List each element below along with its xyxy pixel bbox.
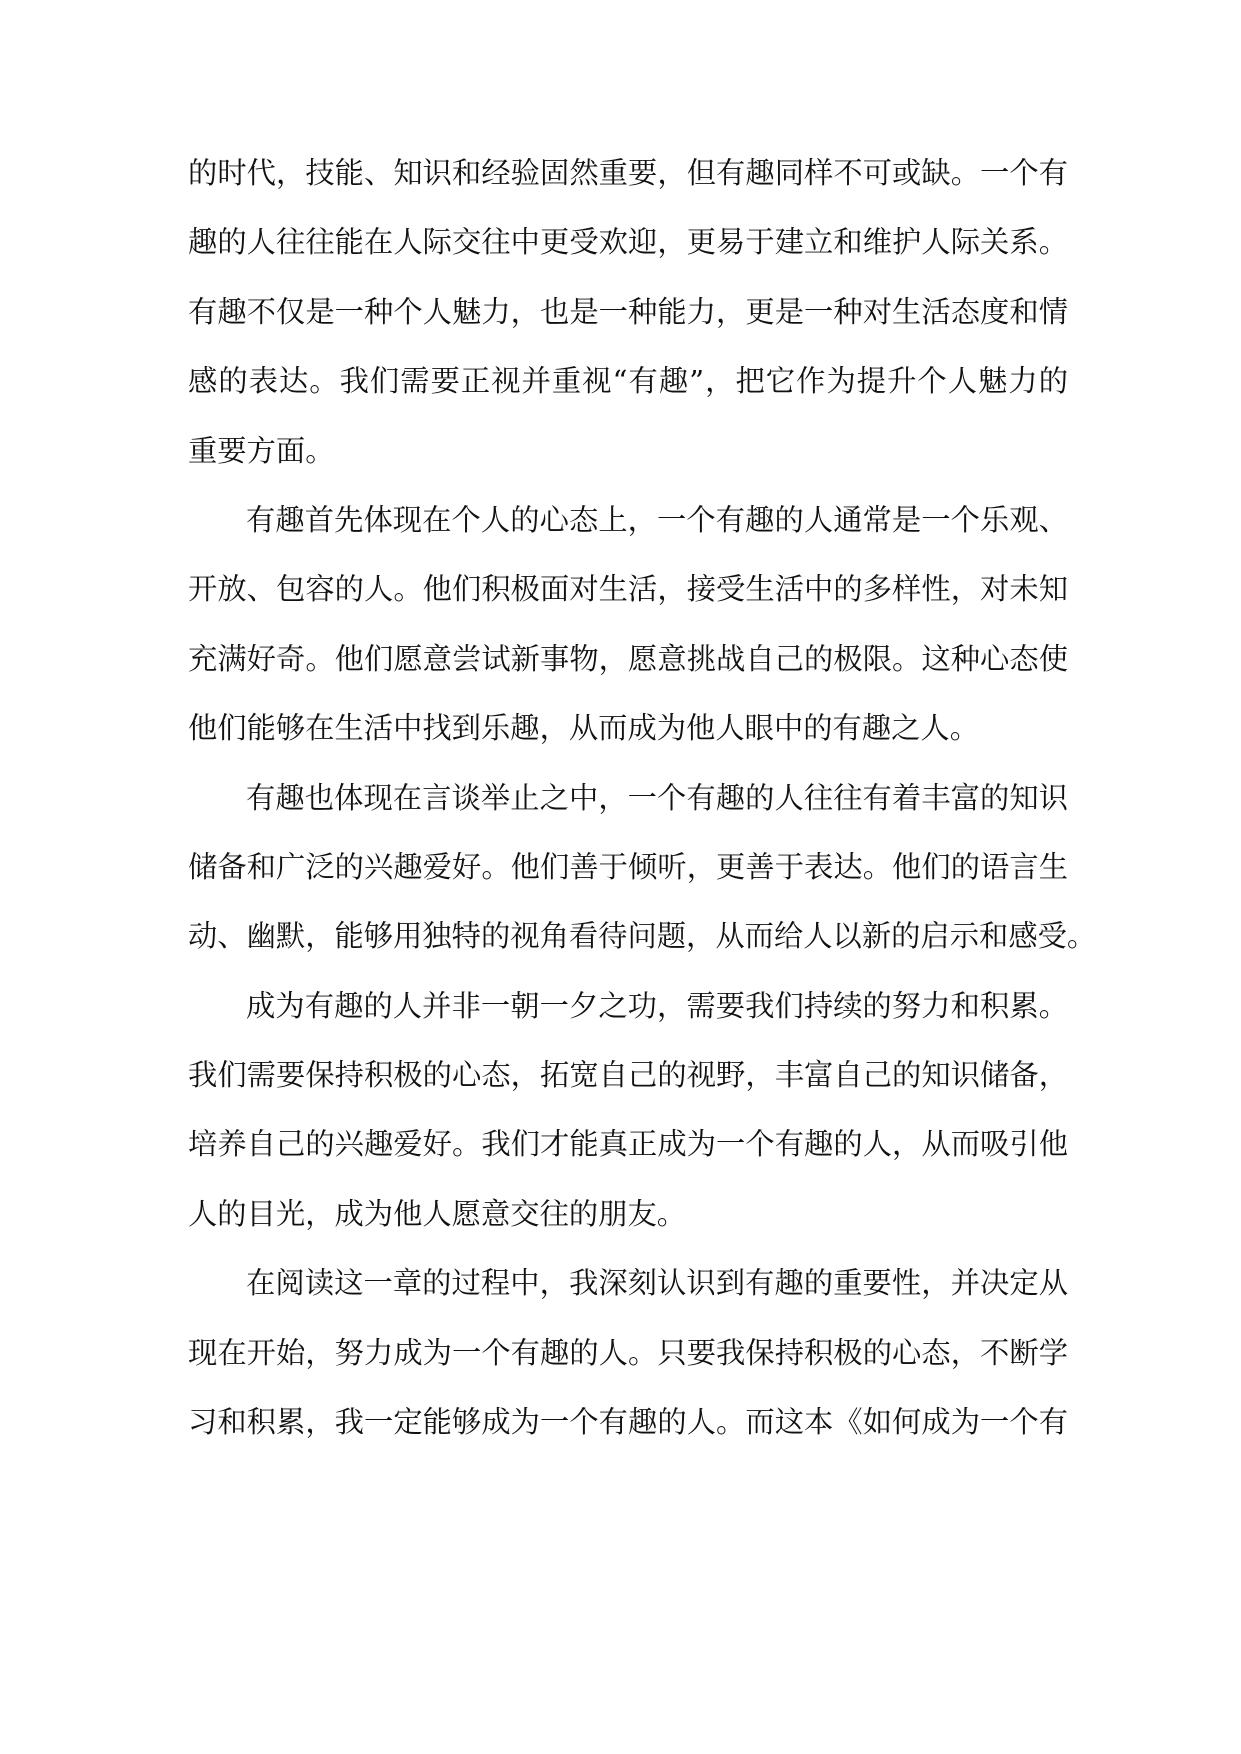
text-line: 开放、包容的人。他们积极面对生活，接受生活中的多样性，对未知	[188, 572, 1068, 607]
text-line: 人的目光，成为他人愿意交往的朋友。	[188, 1196, 687, 1231]
text-line: 有趣不仅是一种个人魅力，也是一种能力，更是一种对生活态度和情	[188, 294, 1068, 329]
text-line: 的时代，技能、知识和经验固然重要，但有趣同样不可或缺。一个有	[188, 156, 1068, 190]
text-line: 储备和广泛的兴趣爱好。他们善于倾听，更善于表达。他们的语言生	[188, 849, 1068, 884]
text-line: 我们需要保持积极的心态，拓宽自己的视野，丰富自己的知识储备，	[188, 1058, 1068, 1093]
body-text	[188, 142, 1097, 1460]
text-line: 感的表达。我们需要正视并重视“有趣”，把它作为提升个人魅力的	[188, 364, 1068, 399]
paragraph-first-line: 在阅读这一章的过程中，我深刻认识到有趣的重要性，并决定从	[246, 1266, 1068, 1301]
text-line: 习和积累，我一定能够成为一个有趣的人。而这本《如何成为一个有	[188, 1405, 1068, 1440]
text-line: 培养自己的兴趣爱好。我们才能真正成为一个有趣的人，从而吸引他	[188, 1127, 1068, 1162]
text-line: 重要方面。	[188, 433, 335, 468]
paragraph-first-line: 成为有趣的人并非一朝一夕之功，需要我们持续的努力和积累。	[246, 988, 1068, 1023]
text-line: 动、幽默，能够用独特的视角看待问题，从而给人以新的启示和感受。	[188, 919, 1097, 954]
paragraph-first-line: 有趣也体现在言谈举止之中，一个有趣的人往往有着丰富的知识	[246, 780, 1068, 815]
text-line: 充满好奇。他们愿意尝试新事物，愿意挑战自己的极限。这种心态使	[188, 641, 1068, 676]
text-line: 他们能够在生活中找到乐趣，从而成为他人眼中的有趣之人。	[188, 711, 980, 746]
text-line: 现在开始，努力成为一个有趣的人。只要我保持积极的心态，不断学	[188, 1335, 1068, 1370]
text-line: 趣的人往往能在人际交往中更受欢迎，更易于建立和维护人际关系。	[188, 225, 1068, 260]
paragraph-first-line: 有趣首先体现在个人的心态上，一个有趣的人通常是一个乐观、	[246, 502, 1068, 537]
